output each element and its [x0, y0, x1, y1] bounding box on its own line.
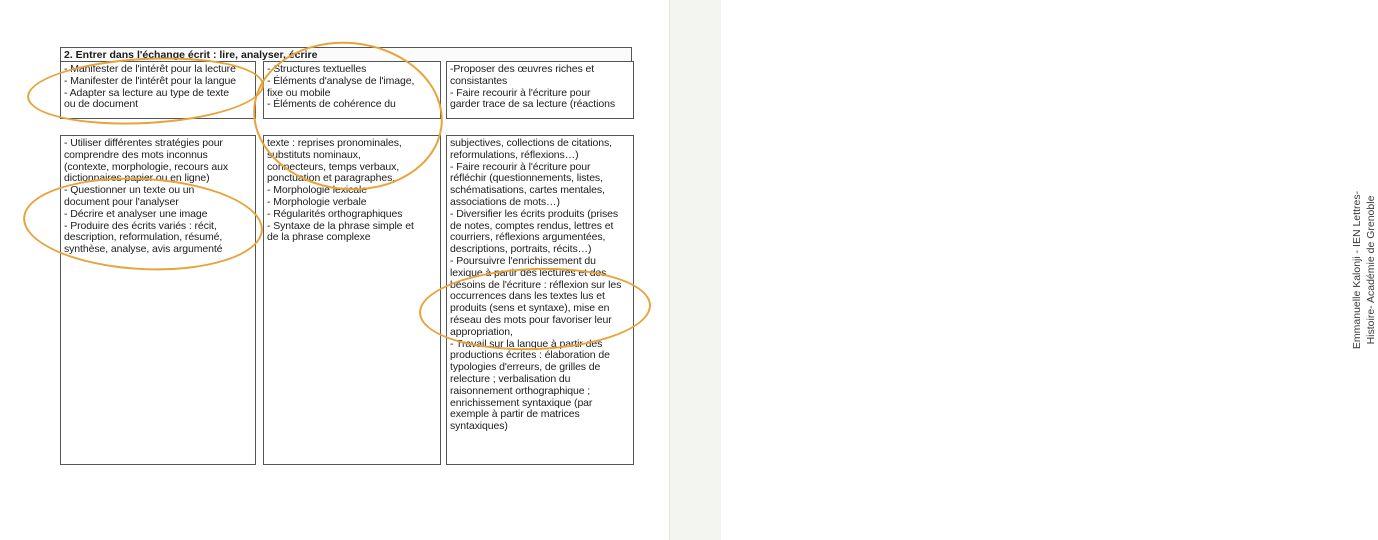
table-line: de la phrase complexe — [267, 231, 371, 244]
table-line: syntaxiques) — [450, 420, 508, 433]
table-line: - Morphologie verbale — [267, 195, 367, 208]
bottom-cell-middle — [263, 135, 441, 465]
table-line: - Poursuivre l'enrichissement du — [450, 254, 596, 267]
table-line: occurrences dans les textes lus et — [450, 290, 605, 303]
table-line: de notes, comptes rendus, lettres et — [450, 219, 614, 232]
table-line: comprendre des mots inconnus — [64, 148, 208, 161]
table-line: - Adapter sa lecture au type de texte — [64, 86, 229, 99]
table-line: - Éléments de cohérence du — [267, 98, 396, 111]
table-line: lexique à partir des lectures et des — [450, 266, 607, 279]
table-line: réfléchir (questionnements, listes, — [450, 172, 603, 185]
top-cell-left — [60, 61, 256, 119]
table-line: raisonnement orthographique ; — [450, 384, 591, 397]
table-line: ponctuation et paragraphes. — [267, 172, 396, 185]
bottom-cell-right — [446, 135, 634, 465]
table-line: - Morphologie lexicale — [267, 184, 367, 197]
table-line: enrichissement syntaxique (par — [450, 396, 593, 409]
table-line: typologies d'erreurs, de grilles de — [450, 361, 601, 374]
table-header: 2. Entrer dans l'échange écrit : lire, analyser, écrire — [60, 47, 632, 61]
table-line: consistantes — [450, 74, 508, 87]
table-line: réseau des mots pour favoriser leur — [450, 313, 612, 326]
table-line: productions écrites : élaboration de — [450, 349, 610, 362]
table-line: - Produire des écrits variés : récit, — [64, 219, 217, 232]
table-line: substituts nominaux, — [267, 148, 361, 161]
table-line: - Régularités orthographiques — [267, 207, 403, 220]
table-line: descriptions, portraits, récits…) — [450, 243, 592, 256]
table-line: subjectives, collections de citations, — [450, 137, 612, 149]
table-line: besoins de l'écriture : réflexion sur les — [450, 278, 622, 291]
table-line: (contexte, morphologie, recours aux — [64, 160, 229, 173]
document-table — [60, 47, 634, 452]
table-line: - Manifester de l'intérêt pour la langue — [64, 74, 236, 87]
table-line: produits (sens et syntaxe), mise en — [450, 302, 610, 315]
table-line: synthèse, analyse, avis argumenté — [64, 243, 223, 256]
table-line: schématisations, cartes mentales, — [450, 184, 605, 197]
credit-line-1: Emmanuelle Kalonji - IEN Lettres- — [1351, 190, 1363, 350]
top-cell-middle — [263, 61, 441, 119]
credit-line-2: Histoire- Académie de Grenoble — [1365, 195, 1377, 345]
bottom-cell-left — [60, 135, 256, 465]
table-line: - Faire recourir à l'écriture pour — [450, 86, 591, 99]
credit-text — [1350, 10, 1378, 530]
table-line: - Travail sur la langue à partir des — [450, 337, 603, 350]
table-line: exemple à partir de matrices — [450, 408, 580, 421]
table-line: - Utiliser différentes stratégies pour — [64, 137, 223, 149]
table-line: texte : reprises pronominales, — [267, 137, 402, 149]
table-line: - Manifester de l'intérêt pour la lecture — [64, 63, 236, 75]
table-line: - Éléments d'analyse de l'image, — [267, 74, 415, 87]
table-line: description, reformulation, résumé, — [64, 231, 223, 244]
table-line: document pour l'analyser — [64, 195, 179, 208]
table-line: dictionnaires papier ou en ligne) — [64, 172, 210, 185]
table-line: - Structures textuelles — [267, 63, 367, 75]
table-line: connecteurs, temps verbaux, — [267, 160, 400, 173]
table-line: - Faire recourir à l'écriture pour — [450, 160, 591, 173]
table-line: - Syntaxe de la phrase simple et — [267, 219, 414, 232]
table-line: associations de mots…) — [450, 195, 560, 208]
credit-sidebar — [669, 0, 1377, 540]
table-line: relecture ; verbalisation du — [450, 372, 571, 385]
table-line: - Décrire et analyser une image — [64, 207, 208, 220]
table-line: -Proposer des œuvres riches et — [450, 63, 595, 75]
table-line: ou de document — [64, 98, 138, 111]
table-line: fixe ou mobile — [267, 86, 331, 99]
table-line: garder trace de sa lecture (réactions — [450, 98, 615, 111]
table-line: appropriation, — [450, 325, 513, 338]
table-line: - Questionner un texte ou un — [64, 184, 195, 197]
table-line: reformulations, réflexions…) — [450, 148, 579, 161]
top-cell-right — [446, 61, 634, 119]
table-line: courriers, réflexions argumentées, — [450, 231, 606, 244]
table-line: - Diversifier les écrits produits (prises — [450, 207, 619, 220]
